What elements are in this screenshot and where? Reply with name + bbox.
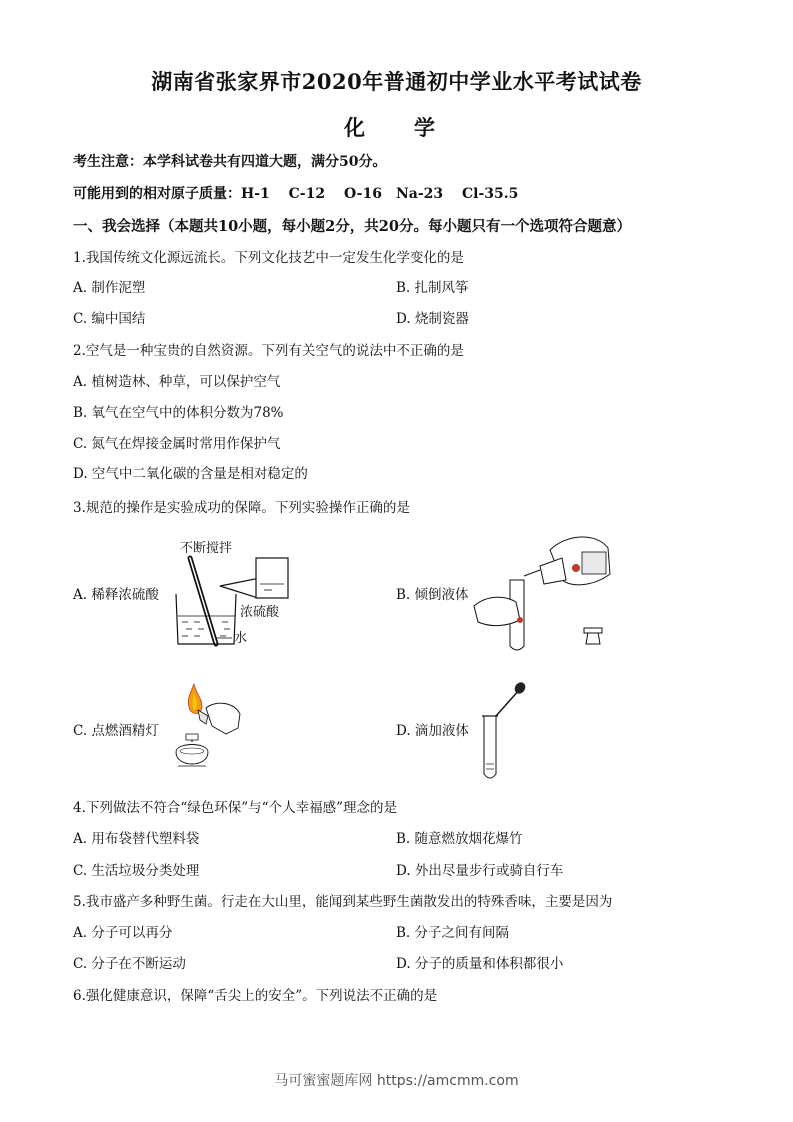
q2-option-a[interactable]: A. 植树造林、种草，可以保护空气 [73, 374, 281, 390]
question-4-stem: 4.下列做法不符合“绿色环保”与“个人幸福感”理念的是 [73, 800, 397, 816]
acid-label: 浓硫酸 [240, 605, 280, 620]
drip-liquid-figure [476, 678, 536, 782]
atomic-masses: 可能用到的相对原子质量：H-1 C-12 O-16 Na-23 Cl-35.5 [73, 186, 519, 202]
exam-title: 湖南省张家界市2020年普通初中学业水平考试试卷 [151, 69, 642, 94]
question-2-stem: 2.空气是一种宝贵的自然资源。下列有关空气的说法中不正确的是 [73, 343, 464, 359]
q3-option-c[interactable]: C. 点燃酒精灯 [73, 723, 159, 739]
watermark-footer: 马可蜜蜜题库网 https://amcmm.com [274, 1073, 519, 1089]
q2-option-b[interactable]: B. 氧气在空气中的体积分数为78% [73, 405, 284, 421]
q4-option-a[interactable]: A. 用布袋替代塑料袋 [73, 831, 200, 847]
dilute-acid-figure [168, 536, 318, 654]
q3-option-a[interactable]: A. 稀释浓硫酸 [73, 587, 159, 603]
pour-liquid-figure [470, 528, 620, 656]
q5-option-a[interactable]: A. 分子可以再分 [73, 925, 173, 941]
q3-option-d[interactable]: D. 滴加液体 [396, 723, 469, 739]
q1-option-a[interactable]: A. 制作泥塑 [73, 280, 146, 296]
question-6-stem: 6.强化健康意识，保障“舌尖上的安全”。下列说法不正确的是 [73, 988, 438, 1004]
q1-option-c[interactable]: C. 编中国结 [73, 311, 146, 327]
q1-option-d[interactable]: D. 烧制瓷器 [396, 311, 469, 327]
q4-option-b[interactable]: B. 随意燃放烟花爆竹 [396, 831, 523, 847]
section-heading: 一、我会选择（本题共10小题，每小题2分，共20分。每小题只有一个选项符合题意） [73, 218, 631, 235]
exam-notice: 考生注意：本学科试卷共有四道大题，满分50分。 [73, 154, 387, 170]
light-lamp-figure [172, 680, 248, 776]
water-label: 水 [234, 631, 248, 646]
q2-option-d[interactable]: D. 空气中二氧化碳的含量是相对稳定的 [73, 466, 308, 482]
question-5-stem: 5.我市盛产多种野生菌。行走在大山里，能闻到某些野生菌散发出的特殊香味，主要是因为 [73, 894, 613, 910]
question-3-stem: 3.规范的操作是实验成功的保障。下列实验操作正确的是 [73, 500, 410, 516]
q4-option-d[interactable]: D. 外出尽量步行或骑自行车 [396, 863, 564, 879]
q5-option-c[interactable]: C. 分子在不断运动 [73, 956, 186, 972]
q5-option-d[interactable]: D. 分子的质量和体积都很小 [396, 956, 564, 972]
stir-label: 不断搅拌 [180, 541, 233, 556]
question-1-stem: 1.我国传统文化源远流长。下列文化技艺中一定发生化学变化的是 [73, 250, 464, 266]
subject-title: 化 学 [344, 115, 449, 140]
q3-option-b[interactable]: B. 倾倒液体 [396, 587, 469, 603]
q5-option-b[interactable]: B. 分子之间有间隔 [396, 925, 510, 941]
q1-option-b[interactable]: B. 扎制风筝 [396, 280, 469, 296]
q2-option-c[interactable]: C. 氮气在焊接金属时常用作保护气 [73, 436, 281, 452]
q4-option-c[interactable]: C. 生活垃圾分类处理 [73, 863, 200, 879]
